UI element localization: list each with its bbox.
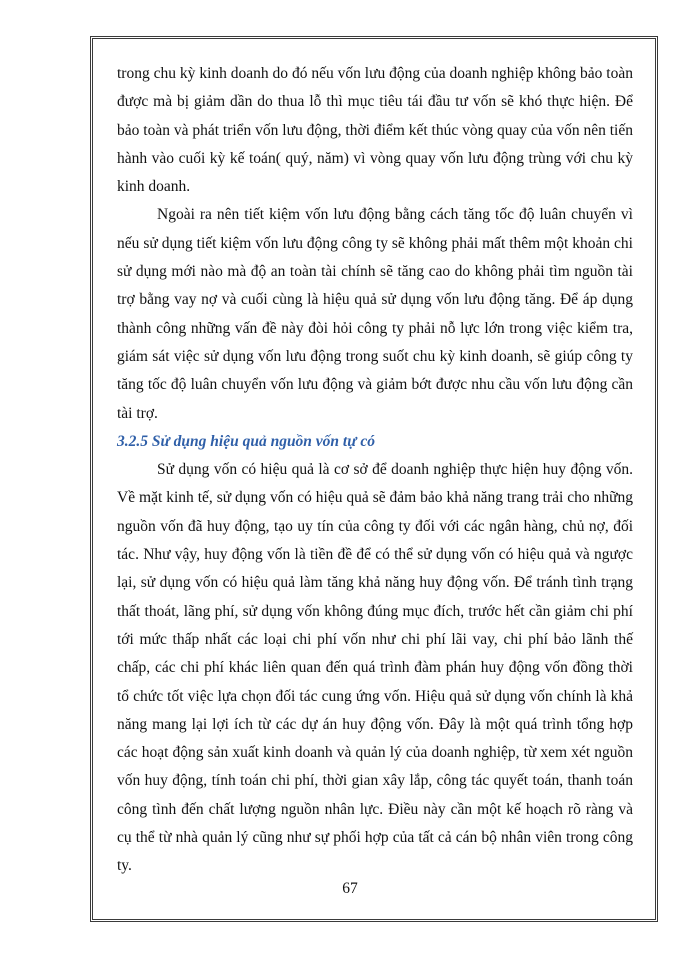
paragraph-saving-working-capital: Ngoài ra nên tiết kiệm vốn lưu động bằng cách tăng tốc độ luân chuyển vì nếu sử dụng tiết kiệm vốn lưu động công ty sẽ không phải mất thêm một khoản chi sử dụng mới nào mà độ an toàn tài chính sẽ tăng cao do không phải tìm nguồn tài trợ bằng vay nợ và cuối cùng là hiệu quả sử dụng vốn lưu động tăng. Để áp dụng thành công những vấn đề này đòi hỏi công ty phải nỗ lực lớn trong việc kiểm tra, giám sát việc sử dụng vốn lưu động trong suốt chu kỳ kinh doanh, sẽ giúp công ty tăng tốc độ luân chuyển vốn lưu động và giảm bớt được nhu cầu vốn lưu động cần tài trợ.	[117, 206, 633, 422]
page-number: 67	[342, 880, 358, 897]
paragraph-continuation: trong chu kỳ kinh doanh do đó nếu vốn lưu động của doanh nghiệp không bảo toàn được mà bị giảm dần do thua lỗ thì mục tiêu tái đầu tư vốn sẽ khó thực hiện. Để bảo toàn và phát triển vốn lưu động, thời điểm kết thúc vòng quay của vốn nên tiến hành vào cuối kỳ kế toán( quý, năm) vì vòng quay vốn lưu động trùng với chu kỳ kinh doanh.	[117, 65, 633, 196]
section-heading: 3.2.5 Sử dụng hiệu quả nguồn vốn tự có	[117, 432, 376, 450]
paragraph-efficient-capital-use: Sử dụng vốn có hiệu quả là cơ sở để doanh nghiệp thực hiện huy động vốn. Về mặt kinh tế, sử dụng vốn có hiệu quả sẽ đảm bảo khả năng trang trải cho những nguồn vốn đã huy động, tạo uy tín của công ty đối với các ngân hàng, chủ nợ, đối tác. Như vậy, huy động vốn là tiền đề để có thể sử dụng vốn có hiệu quả và ngược lại, sử dụng vốn có hiệu quả làm tăng khả năng huy động vốn. Để tránh tình trạng thất thoát, lãng phí, sử dụng vốn không đúng mục đích, trước hết cần giảm chi phí tới mức thấp nhất các loại chi phí vốn như chi phí lãi vay, chi phí bảo lãnh thế chấp, các chi phí khác liên quan đến quá trình đàm phán huy động vốn đồng thời tổ chức tốt việc lựa chọn đối tác cung ứng vốn. Hiệu quả sử dụng vốn chính là khả năng mang lại lợi ích từ các dự án huy động vốn. Đây là một quá trình tổng hợp các hoạt động sản xuất kinh doanh và quản lý của doanh nghiệp, từ xem xét nguồn vốn huy động, tính toán chi phí, thời gian xây lắp, công tác quyết toán, thanh toán công tình đến chất lượng nguồn nhân lực. Điều này cần một kế hoạch rõ ràng và cụ thể từ nhà quản lý cũng như sự phối hợp của tất cả cán bộ nhân viên trong công ty.	[117, 461, 633, 875]
document-body	[117, 60, 633, 881]
